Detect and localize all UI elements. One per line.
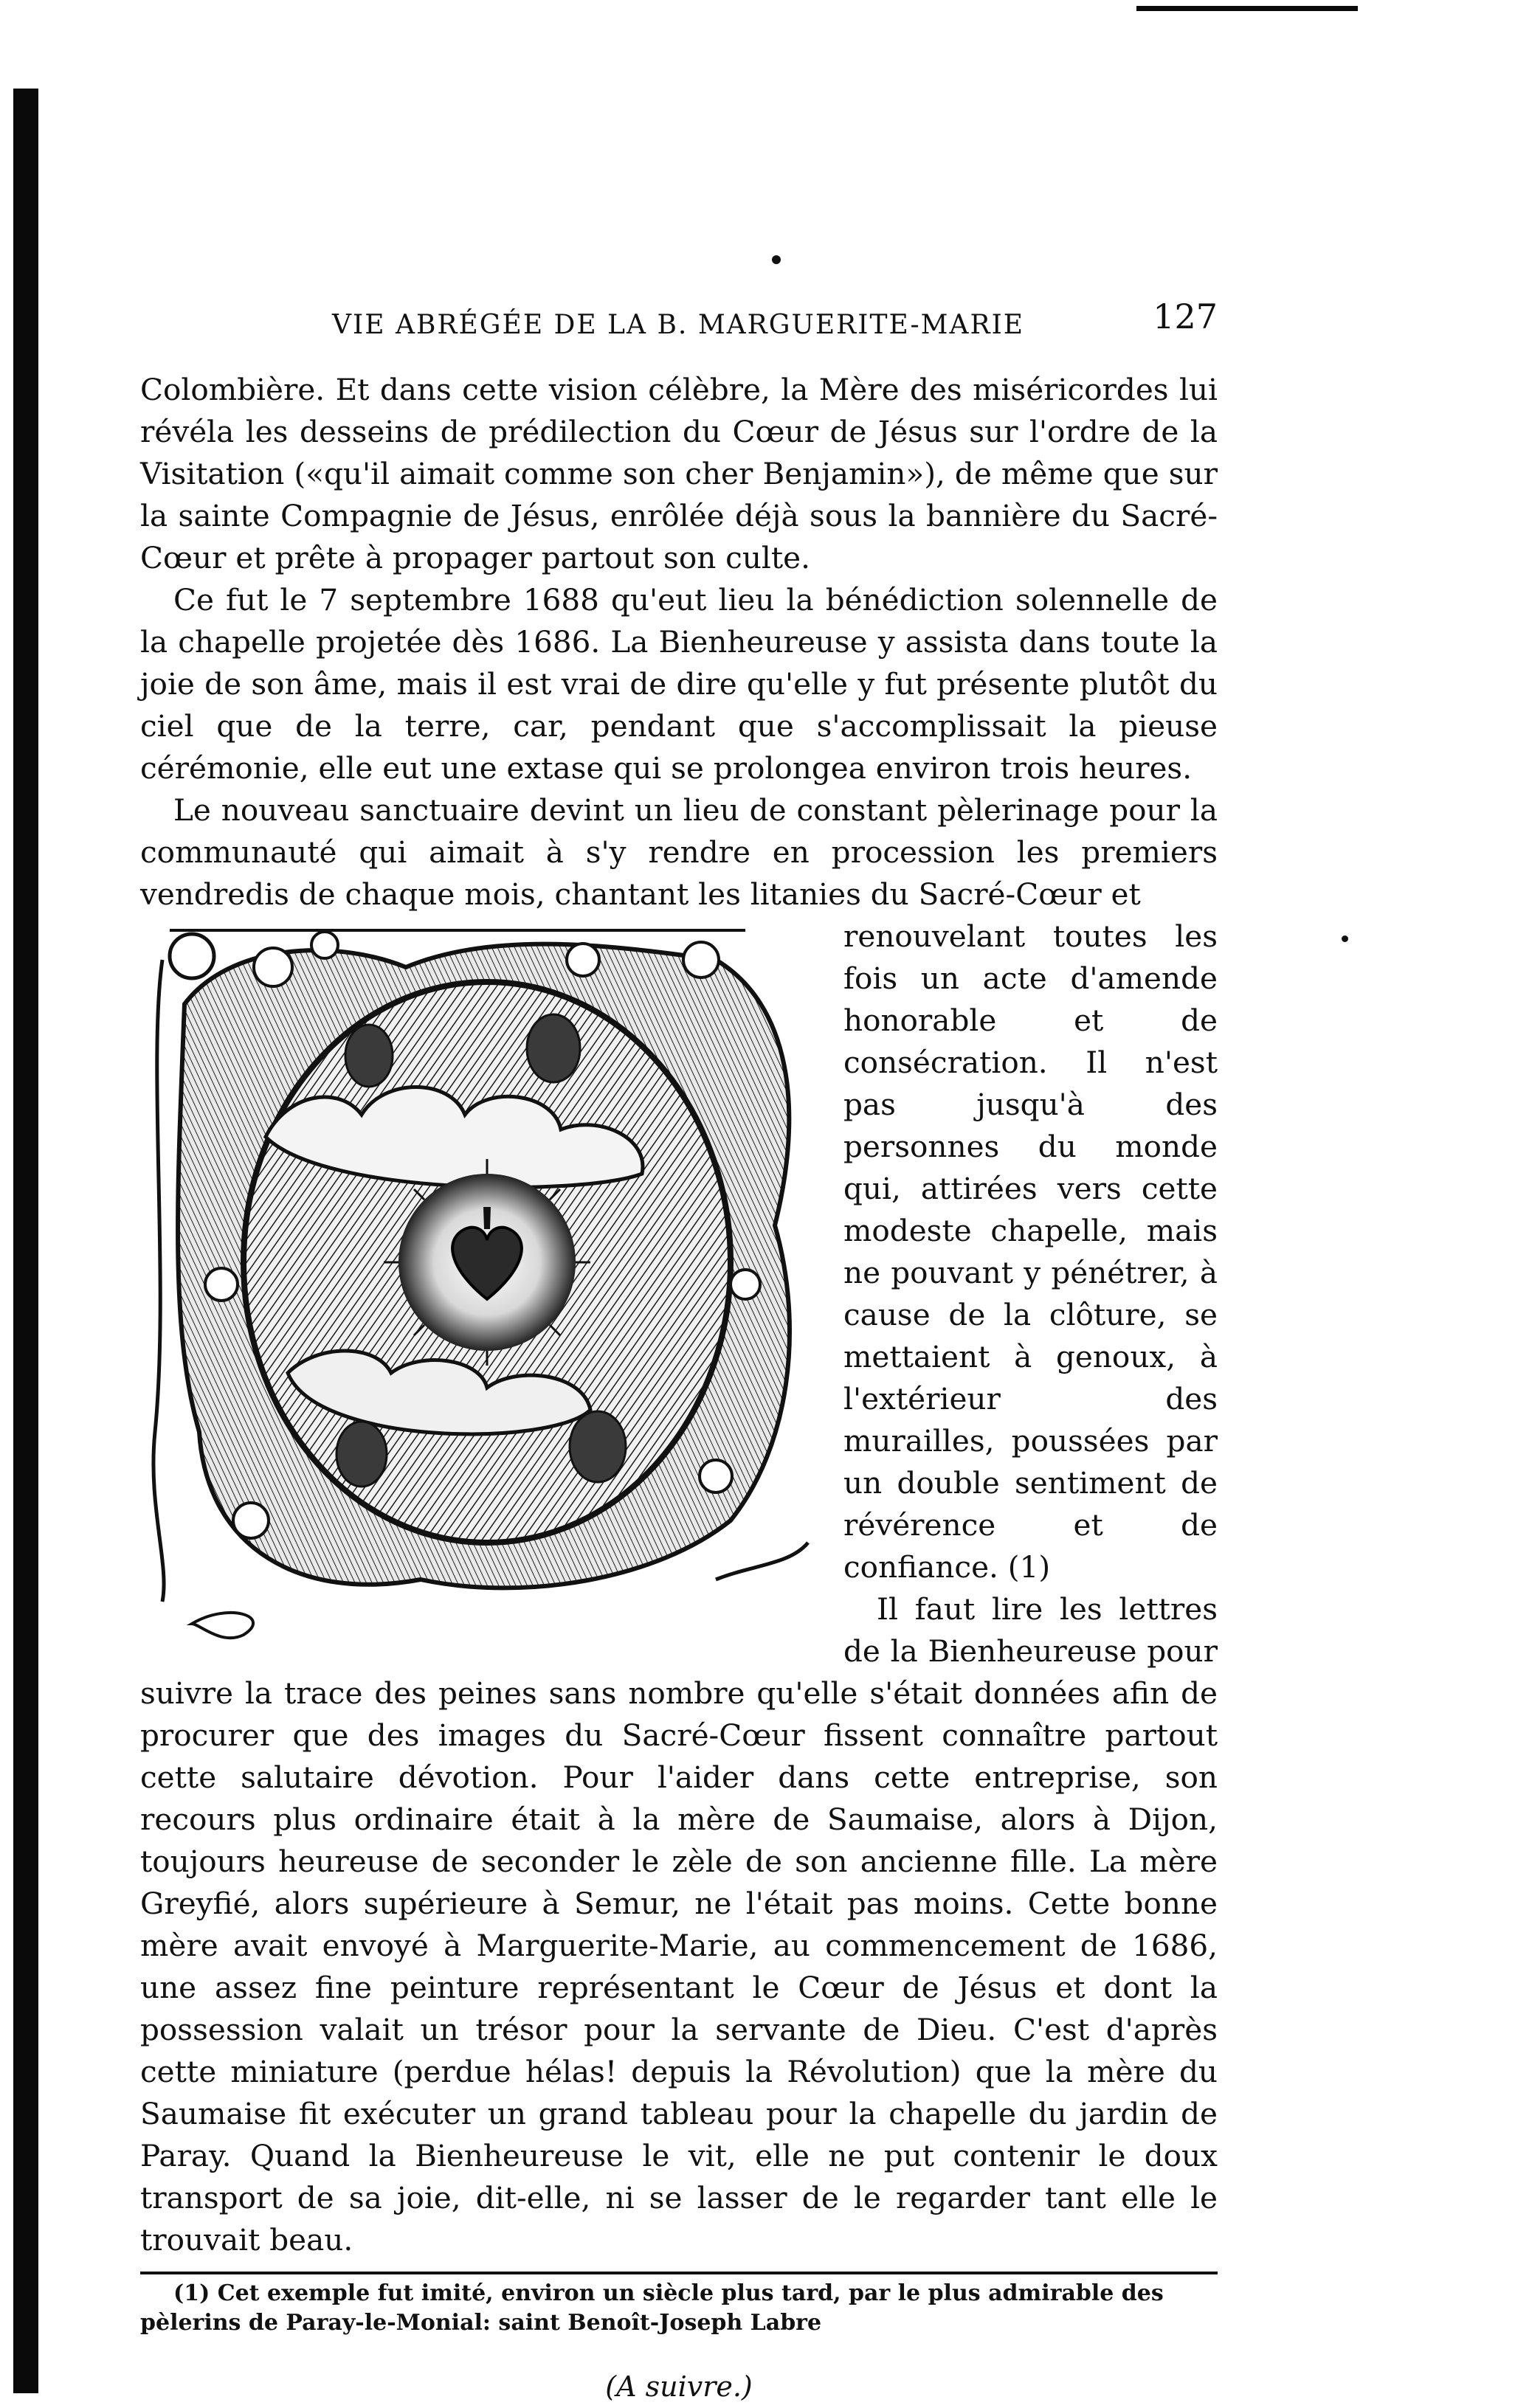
paragraph: Ce fut le 7 septembre 1688 qu'eut lieu la bénédiction solennelle de la chapelle projetée dès 1686. La Bienheureuse y assista dans toute la joie de son âme, mais il est vrai de dire qu'elle y fut présente plutôt du ciel que de la terre, car, pendant que s'accomplissait la pieuse cérémonie, elle eut une extase qui se prolongea environ trois heures. (140, 582, 1218, 786)
page-body (140, 369, 1218, 2408)
page-number: 127 (1153, 297, 1218, 336)
engraving-illustration (140, 916, 823, 1646)
paragraph: Le nouveau sanctuaire devint un lieu de constant pèlerinage pour la communauté qui aimait à s'y rendre en procession les premiers vendredis de chaque mois, chantant les litanies du Sacré-Cœur et (140, 792, 1218, 912)
sacred-heart-engraving (140, 916, 823, 1646)
paragraph: Colombière. Et dans cette vision célèbre, la Mère des miséricordes lui révéla les desseins de prédilection du Cœur de Jésus sur l'ordre de la Visitation («qu'il aimait comme son cher Benjamin»), de même que sur la sainte Compagnie de Jésus, enrôlée déjà sous la bannière du Sacré-Cœur et prête à propager partout son culte. (140, 372, 1218, 575)
scan-speck (1342, 935, 1348, 942)
paragraph: Il faut lire les lettres de la Bienheureuse pour suivre la trace des peines sans nombre qu'elle s'était données afin de procurer que des images du Sacré-Cœur fissent connaître partout cette salutaire dévotion. Pour l'aider dans cette entreprise, son recours plus ordinaire était à la mère de Saumaise, alors à Dijon, toujours heureuse de seconder le zèle de son ancienne fille. La mère Greyfié, alors supérieure à Semur, ne l'était pas moins. Cette bonne mère avait envoyé à Marguerite-Marie, au commencement de 1686, une assez fine peinture représentant le Cœur de Jésus et dont la possession valait un trésor pour la servante de Dieu. C'est d'après cette miniature (perdue hélas! depuis la Révolution) que la mère du Saumaise fit exécuter un grand tableau pour la chapelle du jardin de Paray. Quand la Bienheureuse le vit, elle ne put contenir le doux transport de sa joie, dit-elle, ni se lasser de le regarder tant elle le trouvait beau. (140, 1591, 1218, 2258)
running-title: VIE ABRÉGÉE DE LA B. MARGUERITE-MARIE (332, 310, 1025, 340)
footnote: (1) Cet exemple fut imité, environ un siècle plus tard, par le plus admirable des pèlerins de Paray-le-Monial: saint Benoît-Joseph Labre (140, 2280, 1164, 2336)
scan-top-edge-line (1136, 6, 1358, 11)
sacred-heart-icon (384, 1159, 590, 1366)
running-header (332, 295, 1218, 347)
continuation-note: (A suivre.) (605, 2370, 753, 2403)
scan-speck (772, 255, 781, 264)
footnote-rule (140, 2272, 1218, 2274)
scan-binding-edge (13, 89, 38, 2393)
paragraph: renouvelant toutes les fois un acte d'amende honorable et de consécration. Il n'est pas jusqu'à des personnes du monde qui, attirées vers cette modeste chapelle, mais ne pouvant y pénétrer, à cause de la clôture, se mettaient à genoux, à l'extérieur des murailles, poussées par un double sentiment de révérence et de confiance. (1) (843, 918, 1218, 1585)
